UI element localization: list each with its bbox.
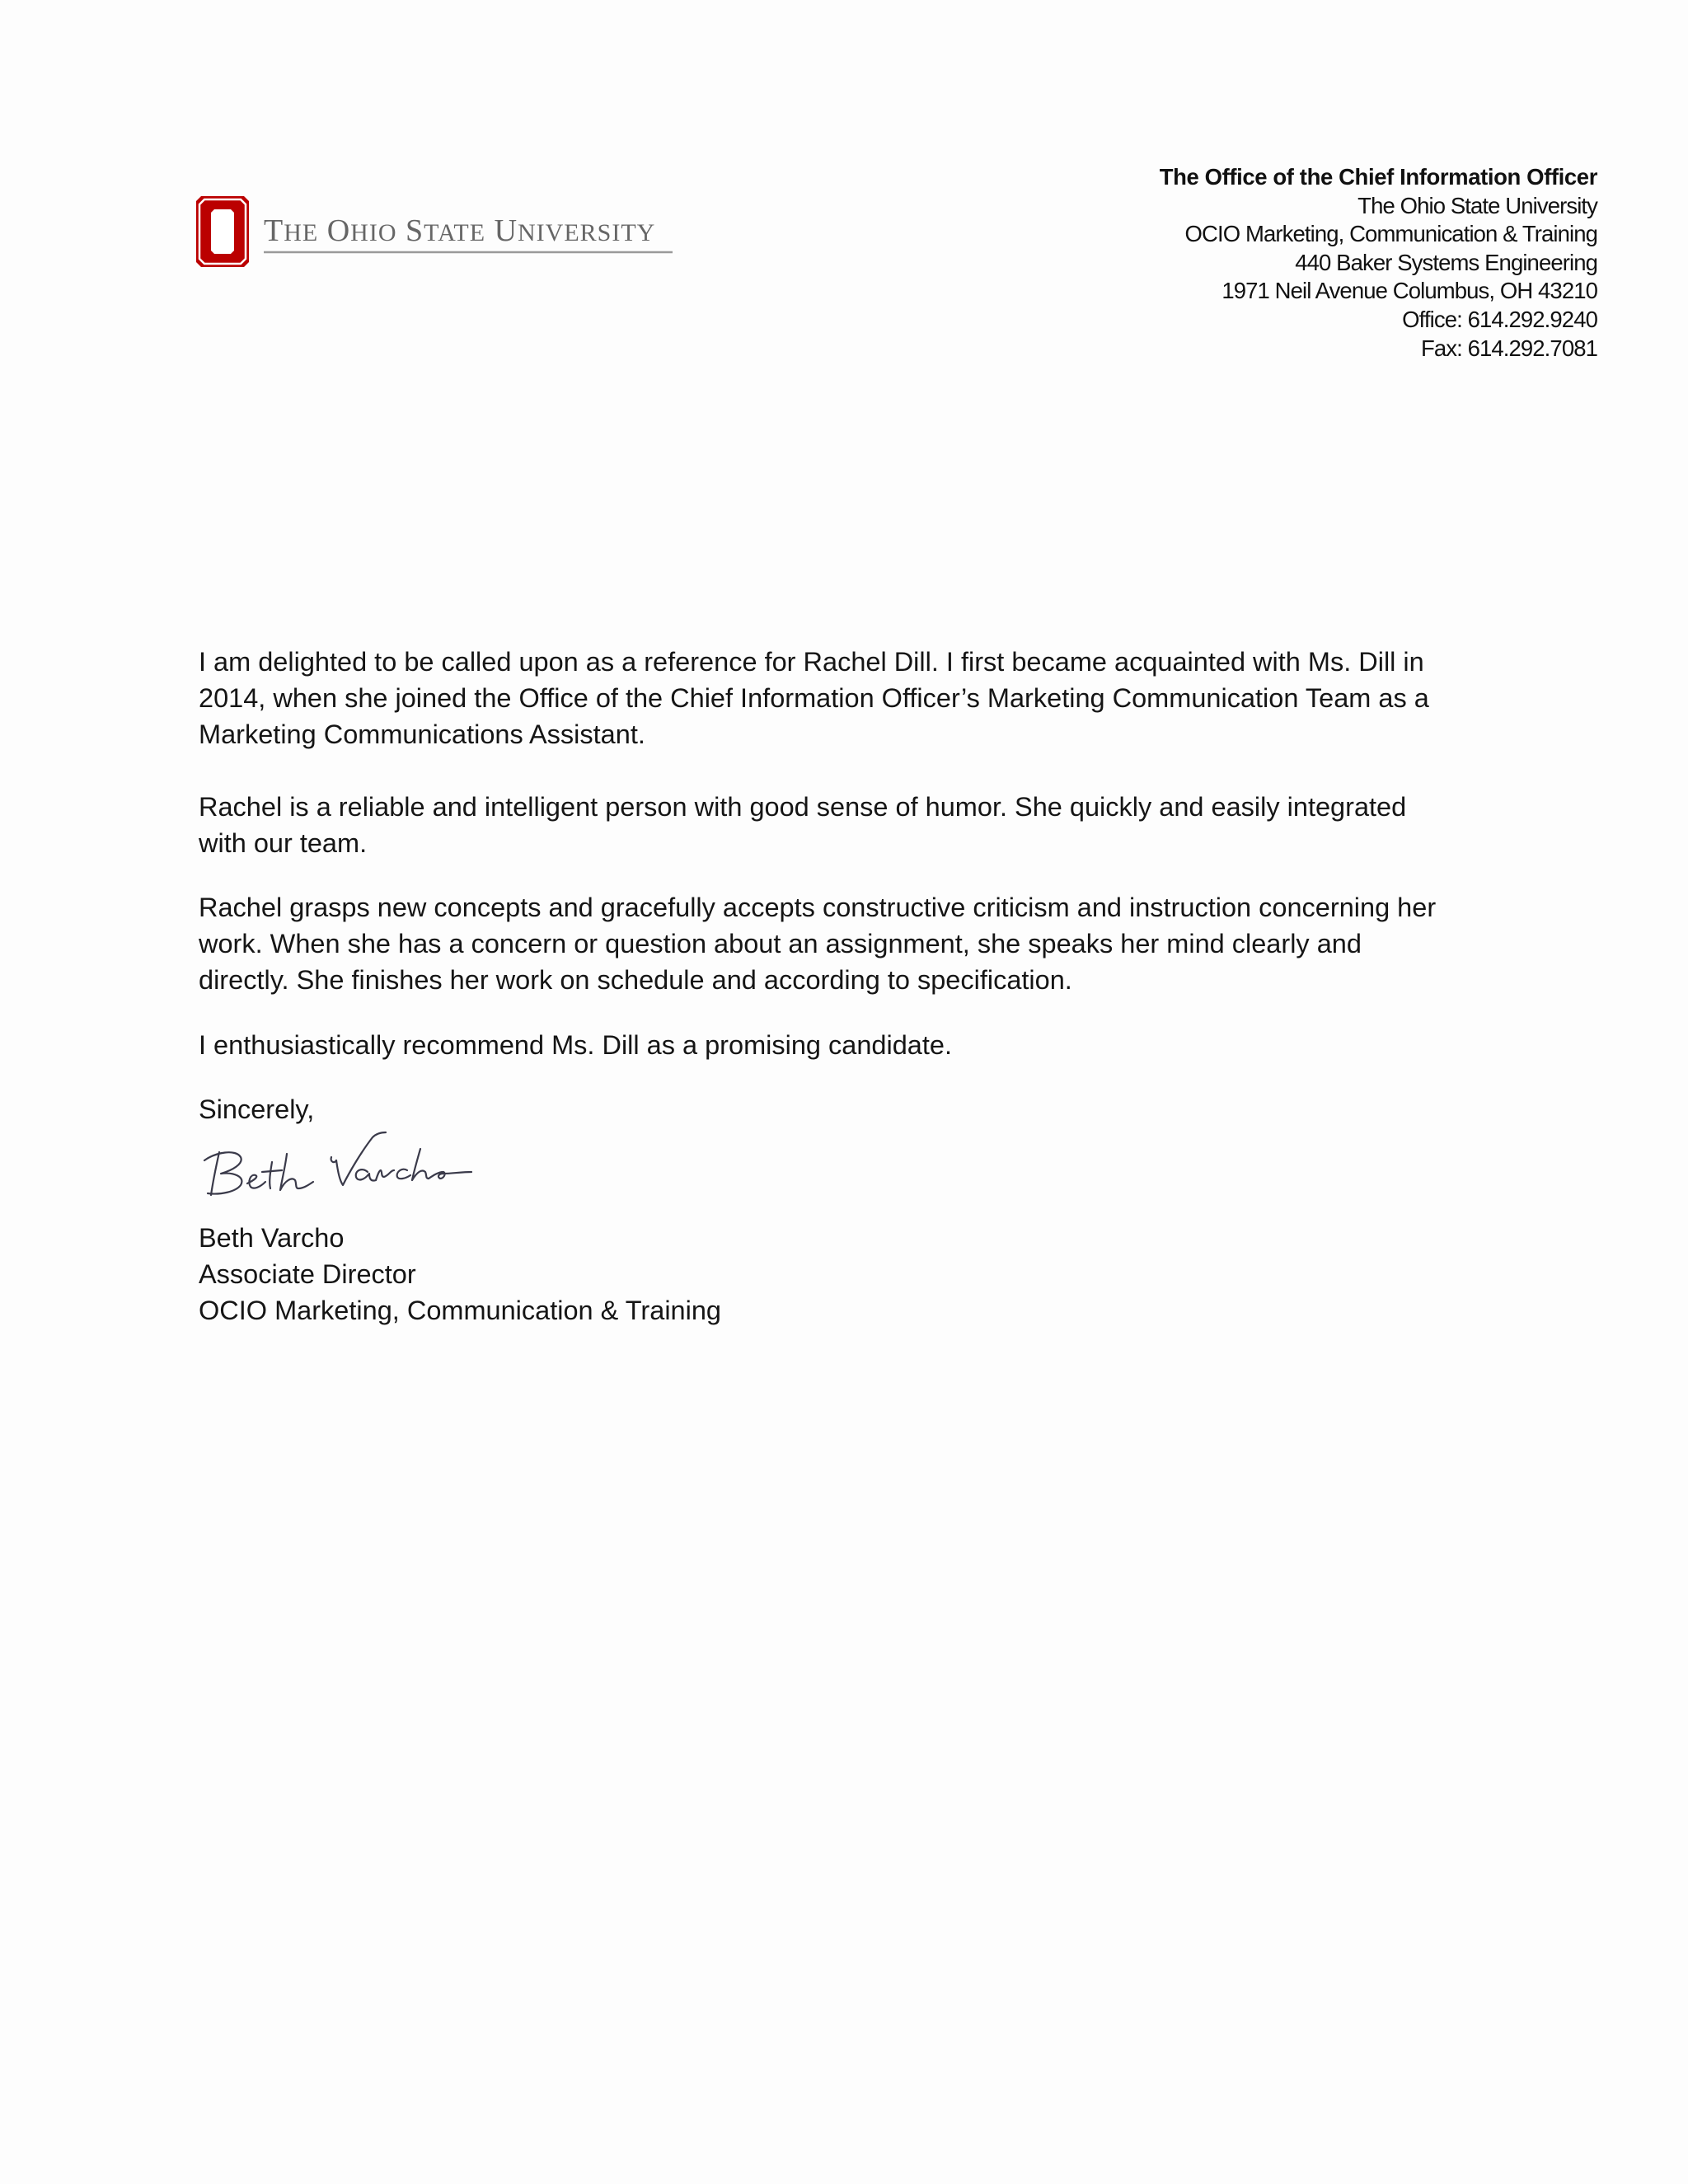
closing-text: Sincerely, xyxy=(199,1094,315,1124)
office-name: The Office of the Chief Information Officer xyxy=(1159,164,1597,190)
paragraph-line: work. When she has a concern or question about an assignment, she speaks her mind clearly and xyxy=(199,929,1362,958)
paragraph-line: Rachel is a reliable and intelligent person with good sense of humor. She quickly and easily integrated xyxy=(199,792,1407,822)
office-phone: Office: 614.292.9240 xyxy=(1402,306,1597,332)
address-line-1: 440 Baker Systems Engineering xyxy=(1295,249,1597,275)
paragraph-line: I am delighted to be called upon as a reference for Rachel Dill. I first became acquainted with Ms. Dill in xyxy=(199,647,1424,677)
paragraph-line: Rachel grasps new concepts and gracefully accepts constructive criticism and instruction concerning her xyxy=(199,893,1437,922)
paragraph-line: 2014, when she joined the Office of the Chief Information Officer’s Marketing Communication Team as a xyxy=(199,683,1429,713)
ohio-state-logo xyxy=(196,194,674,269)
paragraph-introduction xyxy=(199,644,1501,752)
department-name: OCIO Marketing, Communication & Training xyxy=(1184,221,1597,247)
paragraph-recommendation xyxy=(199,1027,1501,1063)
block-o-icon xyxy=(196,196,249,267)
handwritten-signature xyxy=(199,1113,480,1203)
paragraph-line: with our team. xyxy=(199,828,368,858)
paragraph-character xyxy=(199,789,1501,861)
signer-title: Associate Director xyxy=(199,1259,416,1289)
letterhead-address-block xyxy=(856,163,1597,363)
paragraph-work-ethic xyxy=(199,889,1501,998)
svg-text:THE OHIO STATE UNIVERSITY: THE OHIO STATE UNIVERSITY xyxy=(264,213,656,248)
university-name: The Ohio State University xyxy=(1357,192,1597,218)
signer-name: Beth Varcho xyxy=(199,1223,345,1253)
address-line-2: 1971 Neil Avenue Columbus, OH 43210 xyxy=(1221,278,1597,304)
signature-block xyxy=(199,1220,1501,1329)
paragraph-line: Marketing Communications Assistant. xyxy=(199,719,645,749)
signer-department: OCIO Marketing, Communication & Training xyxy=(199,1296,721,1325)
paragraph-line: directly. She finishes her work on schedule and according to specification. xyxy=(199,965,1072,995)
fax-number: Fax: 614.292.7081 xyxy=(1420,335,1597,361)
paragraph-line: I enthusiastically recommend Ms. Dill as a promising candidate. xyxy=(199,1030,952,1060)
